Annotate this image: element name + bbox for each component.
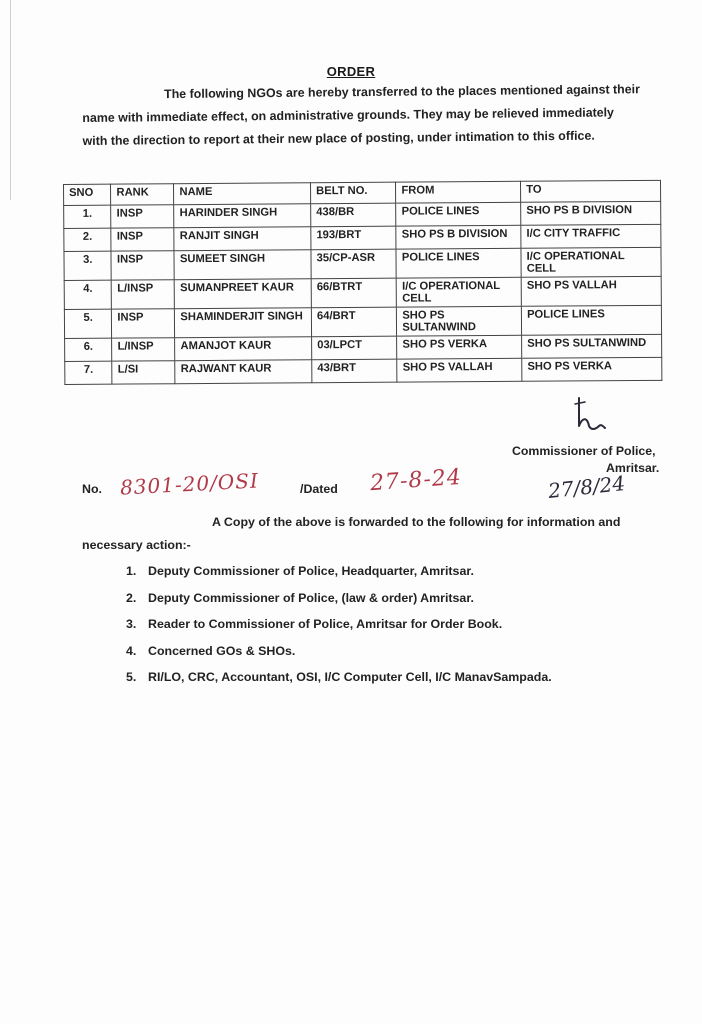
transfer-table bbox=[63, 180, 662, 385]
list-item-text: Deputy Commissioner of Police, Headquarter, Amritsar. bbox=[148, 564, 474, 578]
cell-from: SHO PS VERKA bbox=[397, 335, 522, 359]
cell-sno: 6. bbox=[65, 338, 113, 361]
cell-to: I/C OPERATIONAL CELL bbox=[521, 247, 661, 277]
table-row bbox=[64, 247, 661, 280]
list-item-number: 4. bbox=[126, 643, 137, 658]
cell-rank: INSP bbox=[111, 205, 174, 228]
list-item-text: Concerned GOs & SHOs. bbox=[148, 643, 296, 658]
header-from: FROM bbox=[396, 181, 521, 203]
header-name: NAME bbox=[174, 183, 311, 205]
signatory-designation: Commissioner of Police, bbox=[512, 444, 656, 458]
signature-date: 27/8/24 bbox=[546, 471, 627, 503]
cell-belt-no: 35/CP-ASR bbox=[311, 249, 397, 279]
intro-line: The following NGOs are hereby transferred to the places mentioned against their bbox=[164, 82, 640, 102]
signatory-block bbox=[512, 443, 659, 477]
cell-to: POLICE LINES bbox=[522, 305, 662, 335]
handwritten-endorsement-number: 8301-20/OSI bbox=[119, 468, 260, 500]
cell-from: SHO PS B DIVISION bbox=[396, 225, 521, 249]
list-item-number: 3. bbox=[126, 617, 137, 631]
cell-from: POLICE LINES bbox=[396, 248, 521, 278]
cell-sno: 7. bbox=[65, 361, 113, 384]
cell-belt-no: 03/LPCT bbox=[312, 336, 397, 360]
cell-belt-no: 43/BRT bbox=[312, 359, 397, 383]
document-title: ORDER bbox=[326, 64, 376, 79]
list-item bbox=[126, 644, 552, 671]
list-item-number: 2. bbox=[126, 590, 137, 605]
cell-belt-no: 64/BRT bbox=[311, 307, 397, 337]
cell-name: RANJIT SINGH bbox=[174, 227, 311, 251]
recipient-list bbox=[126, 564, 552, 697]
list-item bbox=[126, 564, 552, 591]
cell-belt-no: 66/BTRT bbox=[311, 278, 397, 308]
list-item bbox=[126, 670, 552, 697]
signature-mark bbox=[573, 396, 613, 436]
handwritten-date: 27-8-24 bbox=[369, 464, 463, 497]
dated-label: /Dated bbox=[300, 482, 338, 496]
cell-from: SHO PS VALLAH bbox=[397, 358, 522, 382]
cell-to: SHO PS B DIVISION bbox=[521, 201, 661, 225]
table-row bbox=[64, 305, 661, 338]
cell-sno: 4. bbox=[64, 280, 112, 309]
cell-rank: L/INSP bbox=[112, 338, 175, 361]
cell-rank: INSP bbox=[112, 309, 175, 338]
cell-from: I/C OPERATIONAL CELL bbox=[397, 277, 522, 307]
cell-belt-no: 193/BRT bbox=[311, 226, 396, 250]
cell-rank: L/SI bbox=[112, 361, 175, 384]
header-belt-no: BELT NO. bbox=[311, 182, 396, 204]
cell-sno: 3. bbox=[64, 251, 112, 280]
cell-rank: INSP bbox=[111, 251, 174, 280]
cell-sno: 2. bbox=[64, 228, 112, 251]
signatory-location: Amritsar. bbox=[606, 461, 660, 475]
intro-line: with the direction to report at their new place of posting, under intimation to this office. bbox=[82, 128, 595, 148]
list-item-text: RI/LO, CRC, Accountant, OSI, I/C Computer Cell, I/C ManavSampada. bbox=[148, 670, 552, 684]
cell-rank: INSP bbox=[111, 228, 174, 251]
cell-to: SHO PS VALLAH bbox=[521, 276, 661, 306]
cell-name: RAJWANT KAUR bbox=[175, 360, 312, 384]
table-row bbox=[64, 276, 661, 309]
intro-line: name with immediate effect, on administrative grounds. They may be relieved immediately bbox=[82, 105, 614, 125]
copy-forward-paragraph bbox=[82, 511, 672, 557]
cell-sno: 1. bbox=[64, 205, 112, 228]
copy-line: A Copy of the above is forwarded to the following for information and bbox=[212, 515, 621, 529]
cell-name: AMANJOT KAUR bbox=[175, 337, 312, 361]
copy-line: necessary action:- bbox=[82, 538, 191, 552]
list-item-number: 5. bbox=[126, 670, 137, 684]
list-item-text: Deputy Commissioner of Police, (law & order) Amritsar. bbox=[148, 590, 474, 605]
intro-paragraph bbox=[82, 78, 655, 153]
scan-edge-line bbox=[10, 0, 11, 200]
list-item-text: Reader to Commissioner of Police, Amritsar for Order Book. bbox=[148, 617, 503, 631]
cell-rank: L/INSP bbox=[112, 280, 175, 309]
cell-to: SHO PS SULTANWIND bbox=[522, 334, 662, 358]
list-item bbox=[126, 617, 552, 644]
cell-to: SHO PS VERKA bbox=[522, 357, 662, 381]
cell-name: HARINDER SINGH bbox=[174, 204, 311, 228]
list-item bbox=[126, 591, 552, 618]
table-row bbox=[65, 357, 662, 384]
header-to: TO bbox=[521, 180, 661, 202]
cell-sno: 5. bbox=[64, 309, 112, 338]
list-item-number: 1. bbox=[126, 564, 137, 578]
cell-name: SUMANPREET KAUR bbox=[175, 279, 312, 309]
cell-belt-no: 438/BR bbox=[311, 203, 396, 227]
cell-from: POLICE LINES bbox=[396, 202, 521, 226]
cell-name: SUMEET SINGH bbox=[174, 250, 311, 280]
no-label: No. bbox=[82, 482, 102, 496]
cell-name: SHAMINDERJIT SINGH bbox=[175, 308, 312, 338]
header-rank: RANK bbox=[111, 184, 174, 205]
header-sno: SNO bbox=[64, 184, 112, 205]
cell-from: SHO PS SULTANWIND bbox=[397, 306, 522, 336]
cell-to: I/C CITY TRAFFIC bbox=[521, 224, 661, 248]
